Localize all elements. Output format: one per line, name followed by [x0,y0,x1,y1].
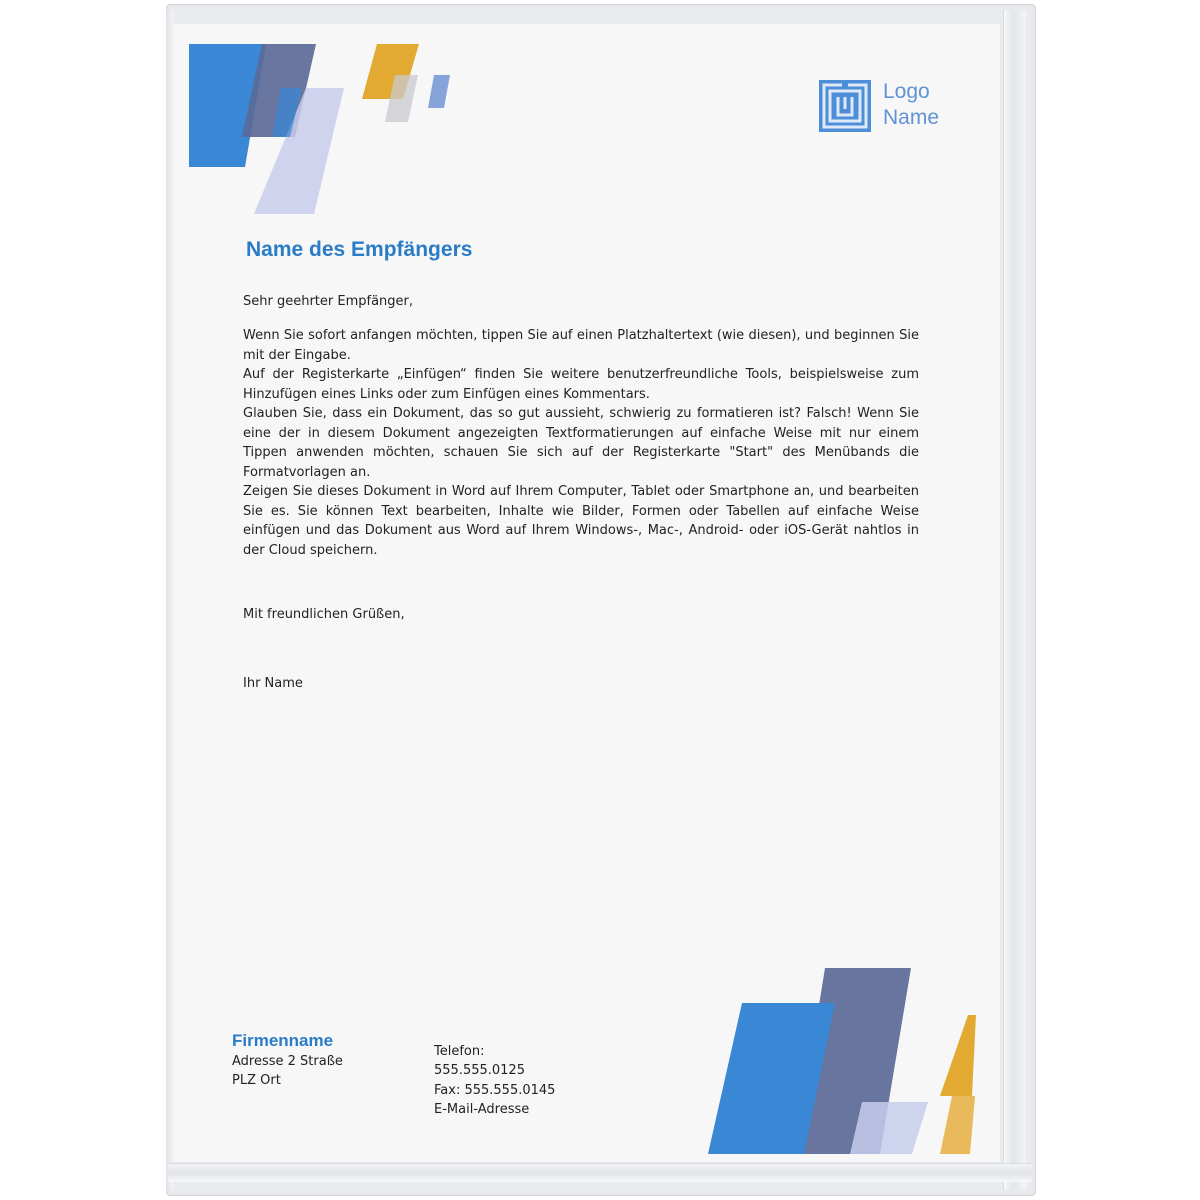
address-line-1: Adresse 2 Straße [232,1054,343,1069]
signature-name: Ihr Name [243,676,303,691]
logo-line-2: Name [883,106,940,129]
logo-line-1: Logo [883,80,930,103]
body-paragraph: Auf der Registerkarte „Einfügen“ finden Sie weitere benutzerfreundliche Tools, beispielsweise zum Hinzufügen eines Links oder zum Einfügen eines Kommentars. [243,367,919,402]
sleeve-right-edge [1003,10,1026,1190]
footer-amber-parallelogram [940,1015,976,1096]
salutation: Sehr geehrter Empfänger, [243,294,414,309]
phone-number: 555.555.0125 [434,1063,525,1078]
body-paragraph: Wenn Sie sofort anfangen möchten, tippen Sie auf einen Platzhaltertext (wie diesen), und beginnen Sie mit der Eingabe. [243,328,919,363]
phone-label: Telefon: [434,1044,485,1059]
company-logo [818,79,939,133]
sleeve-left-edge [166,10,174,1190]
header-small-blue [428,75,450,108]
fax-number: Fax: 555.555.0145 [434,1083,556,1098]
body-paragraph: Glauben Sie, dass ein Dokument, das so gut aussieht, schwierig zu formatieren ist? Falsch! Wenn Sie eine der in diesem Dokument angezeigten Textformatierungen auf einfache Weise mit nur einem Tippen anwenden möchten, schauen Sie sich auf der Registerkarte "Start" des Menübands die Formatvorlagen an. [243,406,919,480]
footer-decoration [700,960,990,1164]
closing: Mit freundlichen Grüßen, [243,607,405,622]
footer-lavender-parallelogram [850,1102,928,1154]
sleeve-bottom-edge [168,1163,1032,1182]
letter-body [243,326,919,560]
footer-amber-lower [940,1096,975,1154]
logo-text [883,79,939,131]
recipient-name: Name des Empfängers [246,238,473,261]
body-paragraph: Zeigen Sie dieses Dokument in Word auf Ihrem Computer, Tablet oder Smartphone an, und bearbeiten Sie es. Sie können Text bearbeiten, Inhalte wie Bilder, Formen oder Tabellen auf einfache Weise einfügen und das Dokument aus Word auf Ihrem Windows-, Mac-, Android- oder iOS-Gerät nahtlos in der Cloud speichern. [243,484,919,558]
maze-logo-icon [818,79,872,133]
email-address: E-Mail-Adresse [434,1102,530,1117]
company-name: Firmenname [232,1031,334,1050]
header-decoration [174,24,474,224]
address-line-2: PLZ Ort [232,1073,281,1088]
